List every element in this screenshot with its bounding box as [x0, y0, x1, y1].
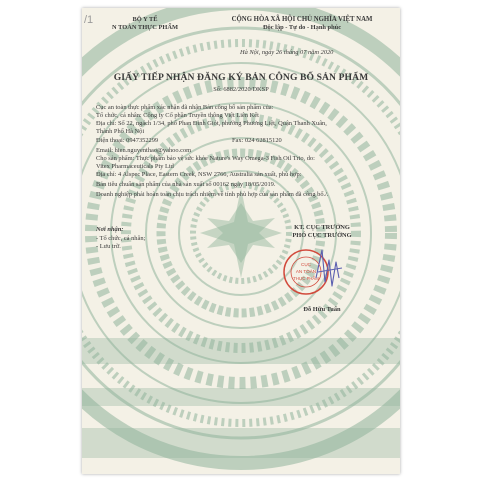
recipients-heading: Nơi nhận: [96, 226, 124, 233]
intro-text: Cục an toàn thực phẩm xác nhận đã nhận Bản công bố sản phẩm của: [96, 104, 274, 111]
recipient-item: - Tổ chức, cá nhân; [96, 235, 146, 242]
organization-line: Tổ chức, cá nhân: Công ty Cổ phần Truyền thông Việt Liên Kết [96, 112, 259, 119]
fax-line: Fax: 024 62815120 [232, 137, 282, 144]
manufacturer-line: Vitex Pharmaceuticals Pty Ltd [96, 163, 174, 170]
recipient-item: - Lưu trữ. [96, 243, 121, 250]
page-corner-marker: /1 [84, 14, 94, 26]
national-title: CỘNG HÒA XÃ HỘI CHỦ NGHĨA VIỆT NAM [231, 16, 373, 23]
signer-title-1: KT. CỤC TRƯỞNG [294, 224, 350, 231]
national-motto: Độc lập - Tự do - Hạnh phúc [262, 24, 342, 31]
official-stamp [282, 242, 362, 302]
phone-line: Điện thoại: 0947352299 [96, 137, 159, 144]
address-line-2: Thành Phố Hà Nội [96, 128, 145, 135]
address-line-1: Địa chỉ: Số 22, ngách 1/34, phố Phan Đình Giót, phường Phương Liệt, Quận Thanh Xuân, [96, 120, 327, 127]
product-line: Cho sản phẩm: Thực phẩm bảo vệ sức khỏe Nature's Way Omega-3 Fish Oil Trio, do: [96, 155, 315, 162]
stamp-text: AN TOÀN [295, 269, 317, 274]
department-name: N TOÀN THỰC PHẨM [112, 24, 178, 31]
responsibility-line: Doanh nghiệp phải hoàn toàn chịu trách nhiệm về tính phù hợp của sản phẩm đã công bố./. [96, 191, 329, 198]
manufacturer-address: Địa chỉ: 4 Alspec Place, Eastern Creek, NSW 2766, Australia sản xuất, phù hợp: [96, 171, 302, 178]
standard-line: Bản tiêu chuẩn sản phẩm của nhà sản xuất số 00162 ngày 18/05/2019. [96, 181, 276, 188]
email-line: Email: hien.nguyenthao@yahoo.com [96, 147, 192, 154]
document-page [82, 8, 400, 474]
document-number: Số: 6882/2020/DKSP [213, 86, 269, 93]
ministry-name: BỘ Y TẾ [132, 16, 158, 23]
place-date: Hà Nội, ngày 26 tháng 07 năm 2020 [240, 49, 334, 56]
stamp-text: CỤC [301, 262, 311, 267]
signer-name: Đỗ Hữu Tuấn [303, 306, 341, 313]
stamp-text: THỰC PHẨM [293, 276, 319, 281]
signer-title-2: PHÓ CỤC TRƯỞNG [292, 232, 352, 239]
document-title: GIẤY TIẾP NHẬN ĐĂNG KÝ BẢN CÔNG BỐ SẢN PHẨM [113, 72, 369, 83]
